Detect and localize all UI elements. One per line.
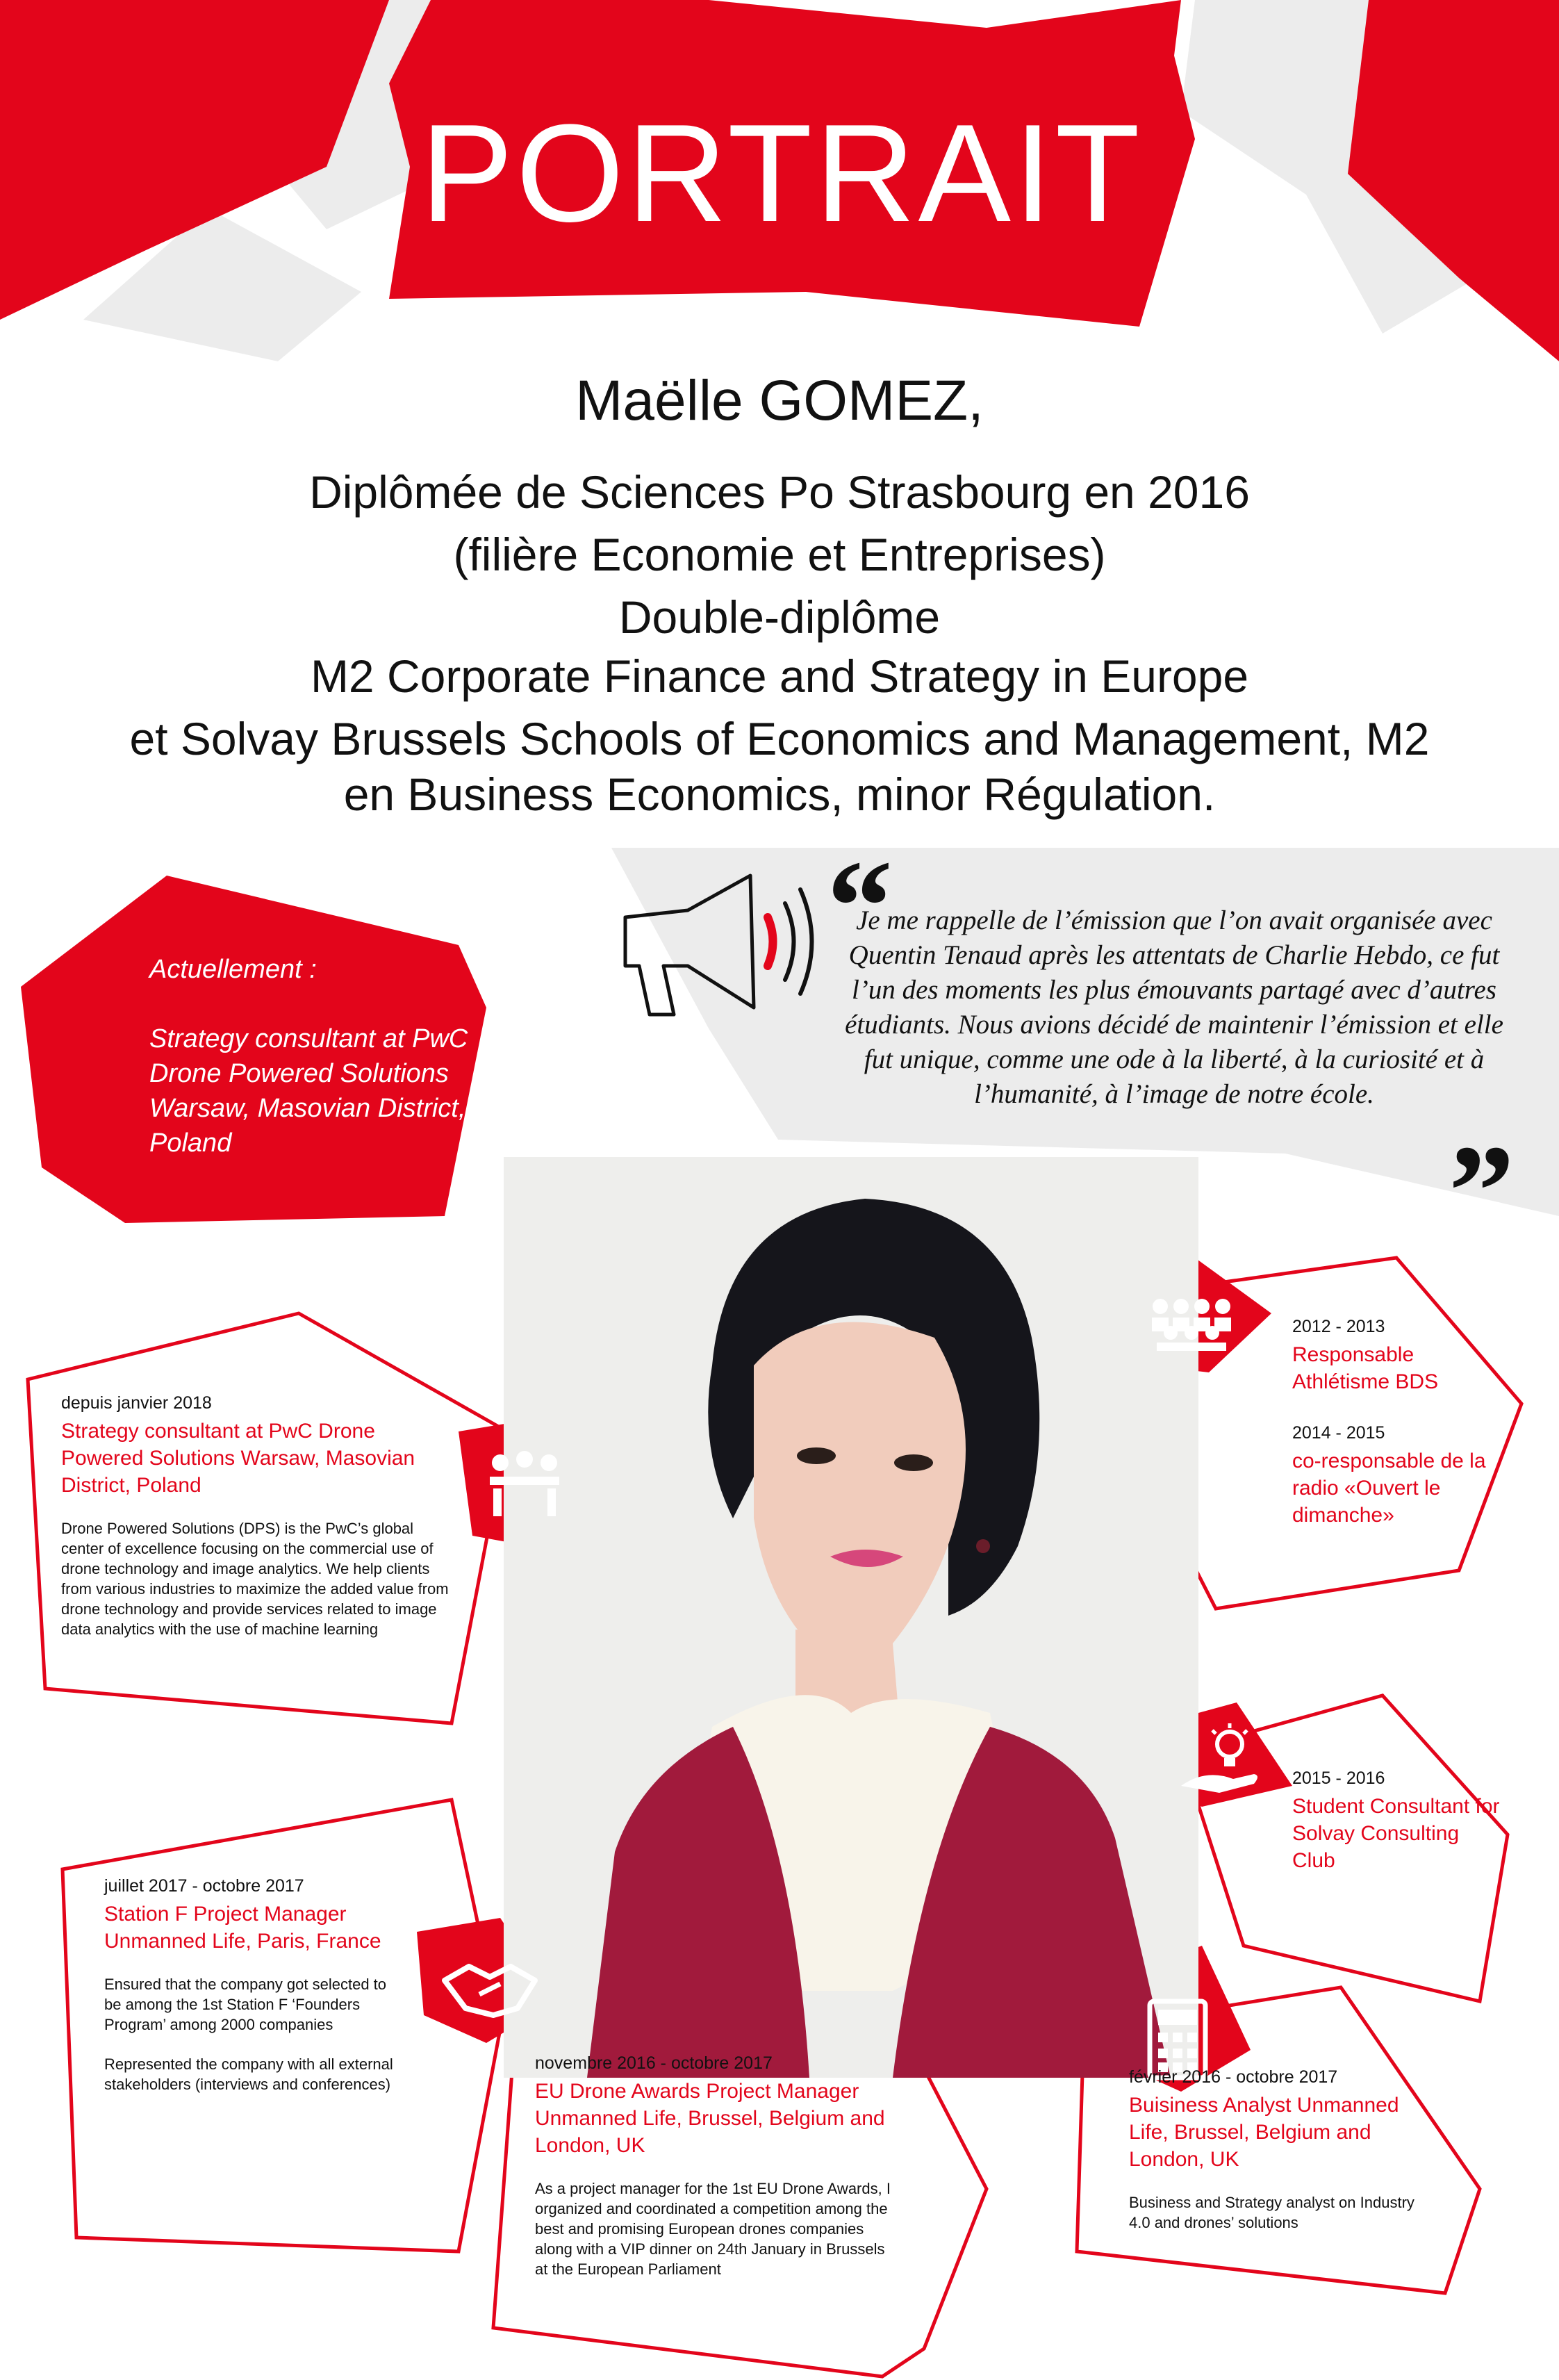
degree-line-3: Double-diplôme <box>618 591 941 643</box>
association-role: co-responsable de la radio «Ouvert le dimanche» <box>1292 1450 1486 1527</box>
experience-description: Ensured that the company got selected to be among the 1st Station F ‘Founders Program’ among 2000 companies <box>104 1976 387 2033</box>
experience-card-pwc <box>61 1393 450 1639</box>
association-date: 2015 - 2016 <box>1292 1768 1385 1788</box>
experience-card-eu-drone-awards <box>535 2053 896 2279</box>
portrait-photo <box>504 1157 1198 2078</box>
experience-date: juillet 2017 - octobre 2017 <box>104 1876 304 1896</box>
experience-date: depuis janvier 2018 <box>61 1393 212 1413</box>
association-date: 2012 - 2013 <box>1292 1317 1385 1336</box>
experience-card-business-analyst <box>1129 2067 1435 2233</box>
current-role: Strategy consultant at PwC Drone Powered Solutions Warsaw, Masovian District, Poland <box>149 1024 468 1158</box>
experience-description: As a project manager for the 1st EU Drone Awards, I organized and coordinated a competition among the best and promising European drones companies along with a VIP dinner on 24th January in Brussels at the European Parliament <box>535 2180 891 2278</box>
current-position <box>149 952 469 1160</box>
degree-line-4: M2 Corporate Finance and Strategy in Europe <box>310 650 1249 702</box>
page-title: PORTRAIT <box>420 96 1143 251</box>
degree-line-2: (filière Economie et Entreprises) <box>453 529 1106 580</box>
experience-description: Drone Powered Solutions (DPS) is the PwC’s global center of excellence focusing on the commercial use of drone technology and image analytics. We help clients from various industries to maximize the added value from drone technology and provide services related to image data analytics with the use of machine learning <box>61 1520 449 1638</box>
experience-role: Buisiness Analyst Unmanned Life, Brussel, Belgium and London, UK <box>1129 2094 1399 2171</box>
experience-date: novembre 2016 - octobre 2017 <box>535 2053 773 2073</box>
association-role: Student Consultant for Solvay Consulting Club <box>1292 1795 1500 1872</box>
lightbulb-hand-icon <box>1171 1720 1275 1803</box>
association-role: Responsable Athlétisme BDS <box>1292 1343 1439 1393</box>
association-card-solvay <box>1292 1768 1501 1874</box>
quote-close-mark: ” <box>1449 1119 1515 1265</box>
association-date: 2014 - 2015 <box>1292 1423 1385 1443</box>
audience-icon <box>1139 1292 1251 1355</box>
experience-role: EU Drone Awards Project Manager Unmanned Life, Brussel, Belgium and London, UK <box>535 2080 885 2157</box>
handshake-icon <box>438 1946 542 2029</box>
person-name: Maëlle GOMEZ, <box>575 369 984 432</box>
experience-description: Business and Strategy analyst on Industry 4.0 and drones’ solutions <box>1129 2194 1414 2231</box>
quote-open-mark: “ <box>827 834 893 980</box>
experience-date: février 2016 - octobre 2017 <box>1129 2067 1338 2087</box>
experience-role: Strategy consultant at PwC Drone Powered Solutions Warsaw, Masovian District, Poland <box>61 1420 415 1497</box>
testimonial-quote: Je me rappelle de l’émission que l’on avait organisée avec Quentin Tenaud après les attentats de Charlie Hebdo, ce fut l’un des moments les plus émouvants partagé avec d’autres étudiants. Nous avions décidé de maintenir l’émission et elle fut unique, comme une ode à la liberté, à la curiosité et à l’humanité, à l’image de notre école. <box>845 905 1503 1109</box>
degree-line-6: en Business Economics, minor Régulation. <box>343 769 1216 820</box>
experience-card-stationf <box>104 1876 396 2094</box>
experience-description: Represented the company with all external stakeholders (interviews and conferences) <box>104 2055 393 2093</box>
current-label: Actuellement : <box>149 955 317 984</box>
degree-line-1: Diplômée de Sciences Po Strasbourg en 2016 <box>309 466 1250 518</box>
association-card-bds-radio <box>1292 1317 1487 1529</box>
megaphone-icon <box>611 869 820 1028</box>
degree-line-5: et Solvay Brussels Schools of Economics and Management, M2 <box>129 713 1430 764</box>
meeting-icon <box>472 1438 577 1529</box>
experience-role: Station F Project Manager Unmanned Life, Paris, France <box>104 1903 381 1953</box>
